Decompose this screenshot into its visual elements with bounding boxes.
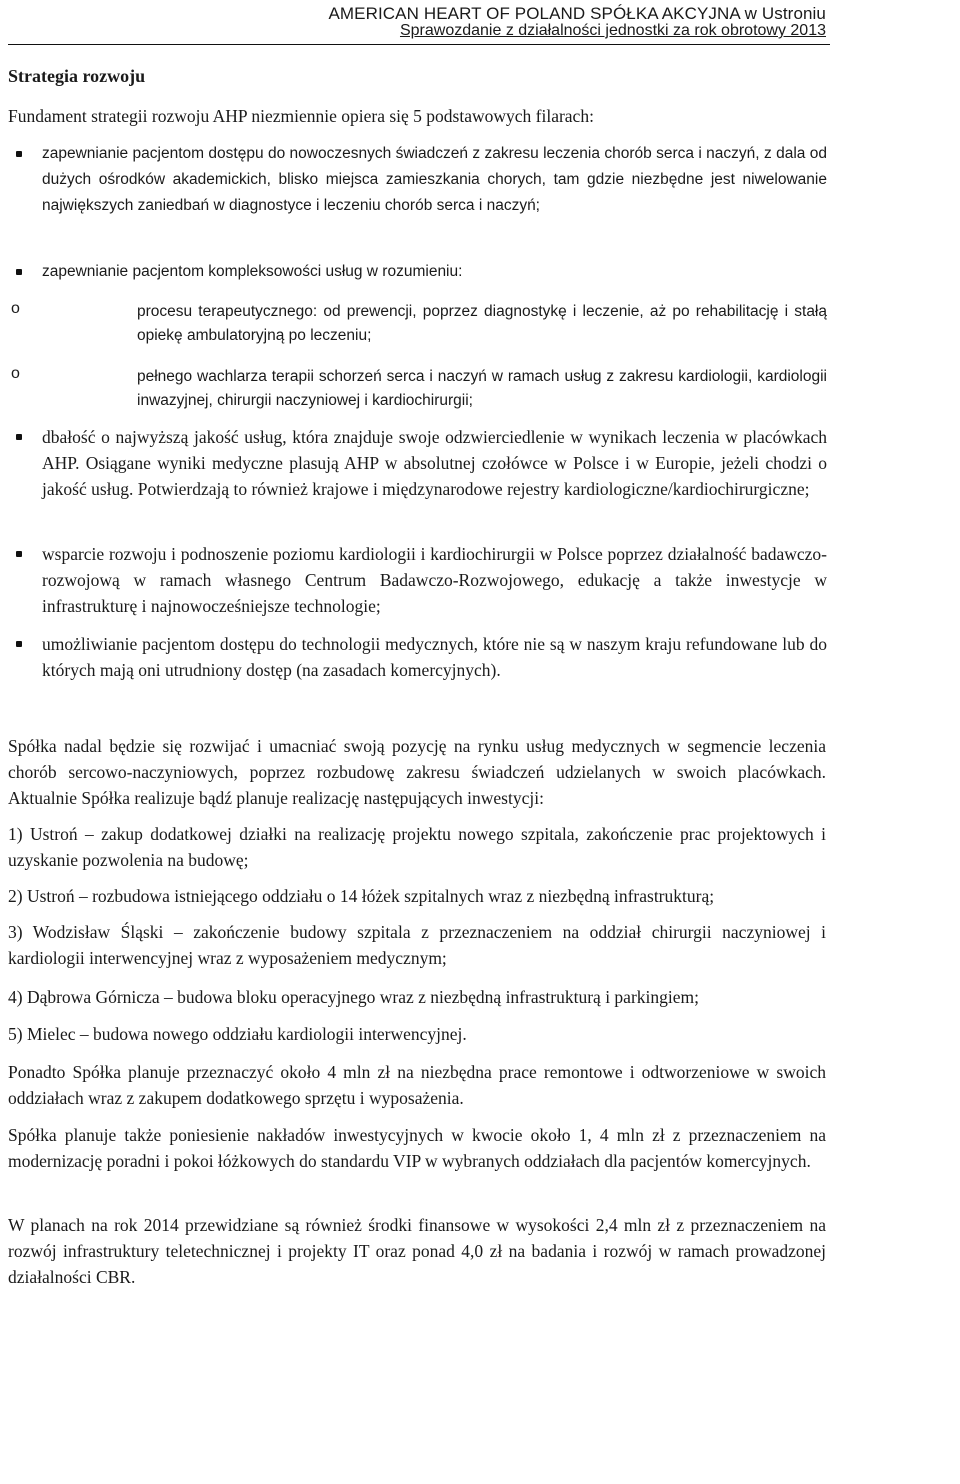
bullet-icon [16, 551, 22, 557]
header-divider [8, 44, 830, 45]
bullet-icon [16, 641, 22, 647]
pillar-item: wsparcie rozwoju i podnoszenie poziomu kardiologii i kardiochirurgii w Polsce poprzez działalność badawczo-rozwojową w ramach własnego Centrum Badawczo-Rozwojowego, edukację a także inwestycje w infrastrukturę i najnowocześniejsze technologie; [42, 544, 827, 616]
bullet-icon [16, 269, 22, 275]
paragraph: Ponadto Spółka planuje przeznaczyć około 4 mln zł na niezbędna prace remontowe i odtworzeniowe w swoich oddziałach wraz z zakupem dodatkowego sprzętu i wyposażenia. [8, 1062, 826, 1108]
investments-intro: Spółka nadal będzie się rozwijać i umacniać swoją pozycję na rynku usług medycznych w segmencie leczenia chorób sercowo-naczyniowych, poprzez rozbudowę zakresu świadczeń udzielanych w swoich placówkach. Aktualnie Spółka realizuje bądź planuje realizację następujących inwestycji: [8, 736, 826, 808]
investment-item: 3) Wodzisław Śląski – zakończenie budowy szpitala z przeznaczeniem na oddział chirurgii naczyniowej i kardiologii interwencyjnej wraz z wyposażeniem medycznym; [8, 922, 826, 968]
intro-paragraph: Fundament strategii rozwoju AHP niezmiennie opiera się 5 podstawowych filarach: [8, 106, 594, 126]
pillar-item: zapewnianie pacjentom kompleksowości usług w rozumieniu: [42, 263, 463, 280]
header-company: AMERICAN HEART OF POLAND SPÓŁKA AKCYJNA w Ustroniu [328, 4, 826, 23]
sub-bullet-icon: o [11, 300, 20, 317]
pillar-item: dbałość o najwyższą jakość usług, która znajduje swoje odzwierciedlenie w wynikach leczenia w placówkach AHP. Osiągane wyniki medyczne plasują AHP w absolutnej czołówce w Polsce i w Europie, jeżeli chodzi o jakość usług. Potwierdzają to również krajowe i międzynarodowe rejestry kardiologiczne/kardiochirurgiczne; [42, 427, 827, 499]
investment-item: 4) Dąbrowa Górnicza – budowa bloku operacyjnego wraz z niezbędną infrastrukturą i parkingiem; [8, 987, 699, 1007]
sub-list-item: procesu terapeutycznego: od prewencji, poprzez diagnostykę i leczenie, aż po rehabilitację i stałą opiekę ambulatoryjną po leczeniu; [137, 303, 827, 344]
section-title: Strategia rozwoju [8, 66, 146, 86]
investment-item: 2) Ustroń – rozbudowa istniejącego oddziału o 14 łóżek szpitalnych wraz z niezbędną infrastrukturą; [8, 886, 715, 906]
sub-bullet-icon: o [11, 365, 20, 382]
paragraph: Spółka planuje także poniesienie nakładów inwestycyjnych w kwocie około 1, 4 mln zł z przeznaczeniem na modernizację poradni i pokoi łóżkowych do standardu VIP w wybranych oddziałach dla pacjentów komercyjnych. [8, 1125, 826, 1171]
header-report-title: Sprawozdanie z działalności jednostki za rok obrotowy 2013 [399, 22, 826, 39]
pillar-item: umożliwianie pacjentom dostępu do technologii medycznych, które nie są w naszym kraju refundowane lub do których mają oni utrudniony dostęp (na zasadach komercyjnych). [42, 634, 827, 680]
sub-list-item: pełnego wachlarza terapii schorzeń serca i naczyń w ramach usług z zakresu kardiologii, kardiologii inwazyjnej, chirurgii naczyniowej i kardiochirurgii; [137, 368, 827, 409]
pillar-item: zapewnianie pacjentom dostępu do nowoczesnych świadczeń z zakresu leczenia chorób serca i naczyń, z dala od dużych ośrodków akademickich, blisko miejsca zamieszkania chorych, tam gdzie niezbędne jest niwelowanie największych zaniedbań w diagnostyce i leczeniu chorób serca i naczyń; [42, 145, 827, 214]
bullet-icon [16, 434, 22, 440]
bullet-icon [16, 151, 22, 157]
investment-item: 1) Ustroń – zakup dodatkowej działki na realizację projektu nowego szpitala, zakończenie prac projektowych i uzyskanie pozwolenia na budowę; [8, 824, 826, 870]
paragraph: W planach na rok 2014 przewidziane są również środki finansowe w wysokości 2,4 mln zł z przeznaczeniem na rozwój infrastruktury teletechnicznej i projekty IT oraz ponad 4,0 zł na badania i rozwój w ramach prowadzonej działalności CBR. [8, 1215, 826, 1287]
investment-item: 5) Mielec – budowa nowego oddziału kardiologii interwencyjnej. [8, 1024, 467, 1044]
